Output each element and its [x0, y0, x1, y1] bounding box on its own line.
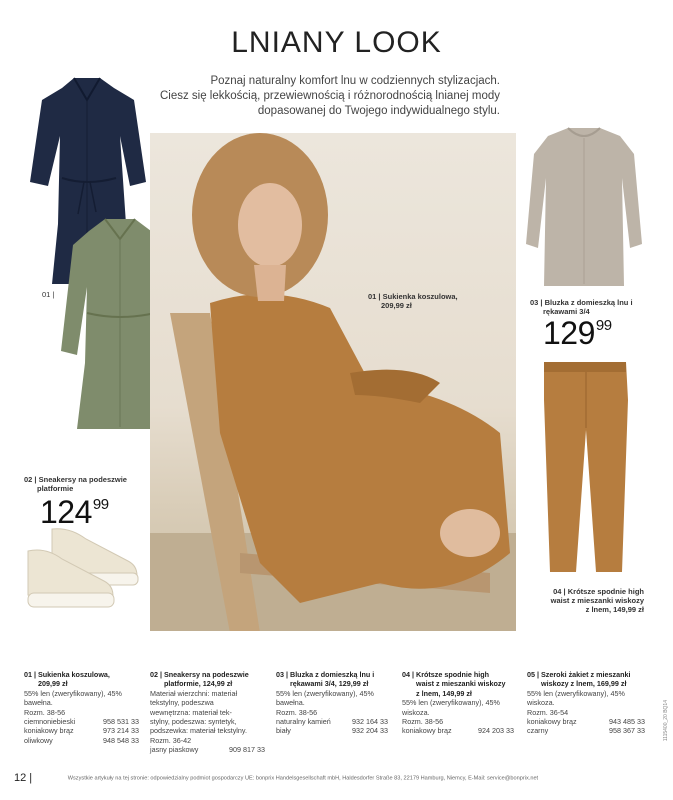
page-number: 12 | — [14, 772, 33, 784]
variant-color: koniakowy brąz — [402, 726, 452, 736]
price-cents: 99 — [595, 317, 612, 334]
detail-line: wewnętrzna: materiał tek- — [150, 707, 232, 717]
detail-line: Rozm. 38-56 — [24, 707, 66, 717]
footer-text: Wszystkie artykuły na tej stronie: odpowiedzialny podmiot gospodarczy UE: bonprix Handelsgesellschaft mbH, Haldesdorfer Straße 83, 22179 Hamburg, Niemcy, E-Mail: service@bonprix.net — [67, 775, 539, 782]
detail-line: Rozm. 38-56 — [276, 707, 318, 717]
variant-number: 932 204 33 — [352, 726, 388, 736]
detail-line: wiskoza. — [527, 698, 555, 708]
intro-line: Poznaj naturalny komfort lnu w codziennych stylizacjach. — [210, 75, 500, 87]
details-col-5 — [527, 670, 645, 736]
variant-row — [24, 717, 139, 726]
label-line: platformie — [37, 484, 74, 493]
page-number-value: 12 — [14, 772, 27, 784]
variant-color: czarny — [527, 726, 549, 736]
label-line: 01 | Sukienka koszulowa, — [368, 292, 458, 301]
variant-row — [24, 736, 139, 745]
details-col-3 — [276, 670, 388, 736]
detail-line: Rozm. 36-42 — [150, 735, 192, 745]
model-photo — [150, 133, 516, 631]
details-col-2 — [150, 670, 265, 755]
detail-line: 55% len (zweryfikowany), 45% — [527, 688, 625, 698]
detail-heading: 04 | Krótsze spodnie high — [402, 670, 490, 679]
variant-row — [24, 726, 139, 735]
details-col-4 — [402, 670, 514, 736]
sneakers-image[interactable] — [24, 525, 140, 613]
variant-number: 924 203 33 — [478, 726, 514, 736]
detail-line: 55% len (zweryfikowany), 45% — [276, 688, 374, 698]
page-title: LNIANY LOOK — [231, 26, 442, 59]
variant-row — [527, 717, 645, 726]
detail-line: bawełna. — [24, 698, 53, 708]
variant-color: biały — [276, 726, 291, 736]
variant-number: 932 164 33 — [352, 717, 388, 727]
variant-row — [527, 726, 645, 735]
price-main: 124 — [40, 494, 92, 530]
detail-line: Rozm. 38-56 — [402, 717, 444, 727]
variant-color: jasny piaskowy — [150, 745, 199, 755]
variant-row — [276, 717, 388, 726]
blouse-image[interactable] — [524, 124, 644, 290]
detail-line: podszewka: materiał tekstylny. — [150, 726, 247, 736]
detail-line: bawełna. — [276, 698, 305, 708]
variant-color: ciemnoniebieski — [24, 717, 76, 727]
variant-number: 958 531 33 — [103, 717, 139, 727]
trousers-image[interactable] — [540, 360, 630, 576]
variant-color: oliwkowy — [24, 735, 53, 745]
label-line: 04 | Krótsze spodnie high — [553, 587, 644, 596]
label-line: 02 | Sneakersy na podeszwie — [24, 475, 127, 484]
sneakers-label — [24, 475, 127, 493]
intro-line: dopasowanej do Twojego indywidualnego stylu. — [257, 105, 500, 117]
detail-heading: 02 | Sneakersy na podeszwie — [150, 670, 249, 679]
blouse-price — [543, 315, 612, 352]
price-main: 129 — [543, 315, 595, 351]
detail-line: wiskoza. — [402, 707, 430, 717]
detail-line: tekstylny, podeszwa — [150, 698, 214, 708]
variant-number: 943 485 33 — [609, 717, 645, 727]
detail-heading: 01 | Sukienka koszulowa, — [24, 670, 110, 679]
side-code: 1115400_20 BQ14 — [663, 700, 669, 742]
label-line: 03 | Bluzka z domieszką lnu i — [530, 298, 633, 307]
label-line: z lnem, 149,99 zł — [585, 605, 644, 614]
variant-number: 948 548 33 — [103, 735, 139, 745]
detail-line: Rozm. 36-54 — [527, 707, 569, 717]
trousers-label — [526, 587, 644, 614]
price-cents: 99 — [92, 496, 109, 513]
label-line: rękawami 3/4 — [543, 307, 590, 316]
detail-heading: waist z mieszanki wiskozy — [416, 679, 506, 689]
variant-row — [150, 745, 265, 754]
variant-number: 909 817 33 — [229, 745, 265, 755]
label-line: waist z mieszanki wiskozy — [550, 596, 644, 605]
detail-heading: platformie, 124,99 zł — [164, 679, 233, 689]
detail-heading: 209,99 zł — [38, 679, 68, 689]
blouse-label — [530, 298, 633, 316]
detail-line: stylny, podeszwa: syntetyk, — [150, 717, 237, 727]
model-illustration — [150, 133, 516, 631]
dress-photo-label — [368, 292, 458, 310]
detail-heading: 03 | Bluzka z domieszką lnu i — [276, 670, 375, 679]
intro-line: Ciesz się lekkością, przewiewnością i różnorodnością lnianej mody — [159, 90, 500, 102]
details-col-1 — [24, 670, 139, 745]
variant-row — [402, 726, 514, 735]
page-footer — [14, 772, 664, 784]
detail-heading: rękawami 3/4, 129,99 zł — [290, 679, 369, 689]
variant-color: naturalny kamień — [276, 717, 331, 727]
variant-number: 958 367 33 — [609, 726, 645, 736]
detail-line: 55% len (zweryfikowany), 45% — [24, 688, 122, 698]
variant-color: koniakowy brąz — [527, 717, 577, 727]
variant-color: koniakowy brąz — [24, 726, 74, 736]
dress-left-label: 01 | — [42, 290, 55, 299]
detail-line: Materiał wierzchni: materiał — [150, 688, 238, 698]
variant-number: 973 214 33 — [103, 726, 139, 736]
detail-heading: z lnem, 149,99 zł — [416, 688, 472, 698]
detail-heading: 05 | Szeroki żakiet z mieszanki — [527, 670, 631, 679]
detail-line: 55% len (zweryfikowany), 45% — [402, 698, 500, 708]
variant-row — [276, 726, 388, 735]
intro-text — [150, 74, 500, 119]
detail-heading: wiskozy z lnem, 169,99 zł — [541, 679, 627, 689]
label-line: 209,99 zł — [381, 301, 412, 310]
